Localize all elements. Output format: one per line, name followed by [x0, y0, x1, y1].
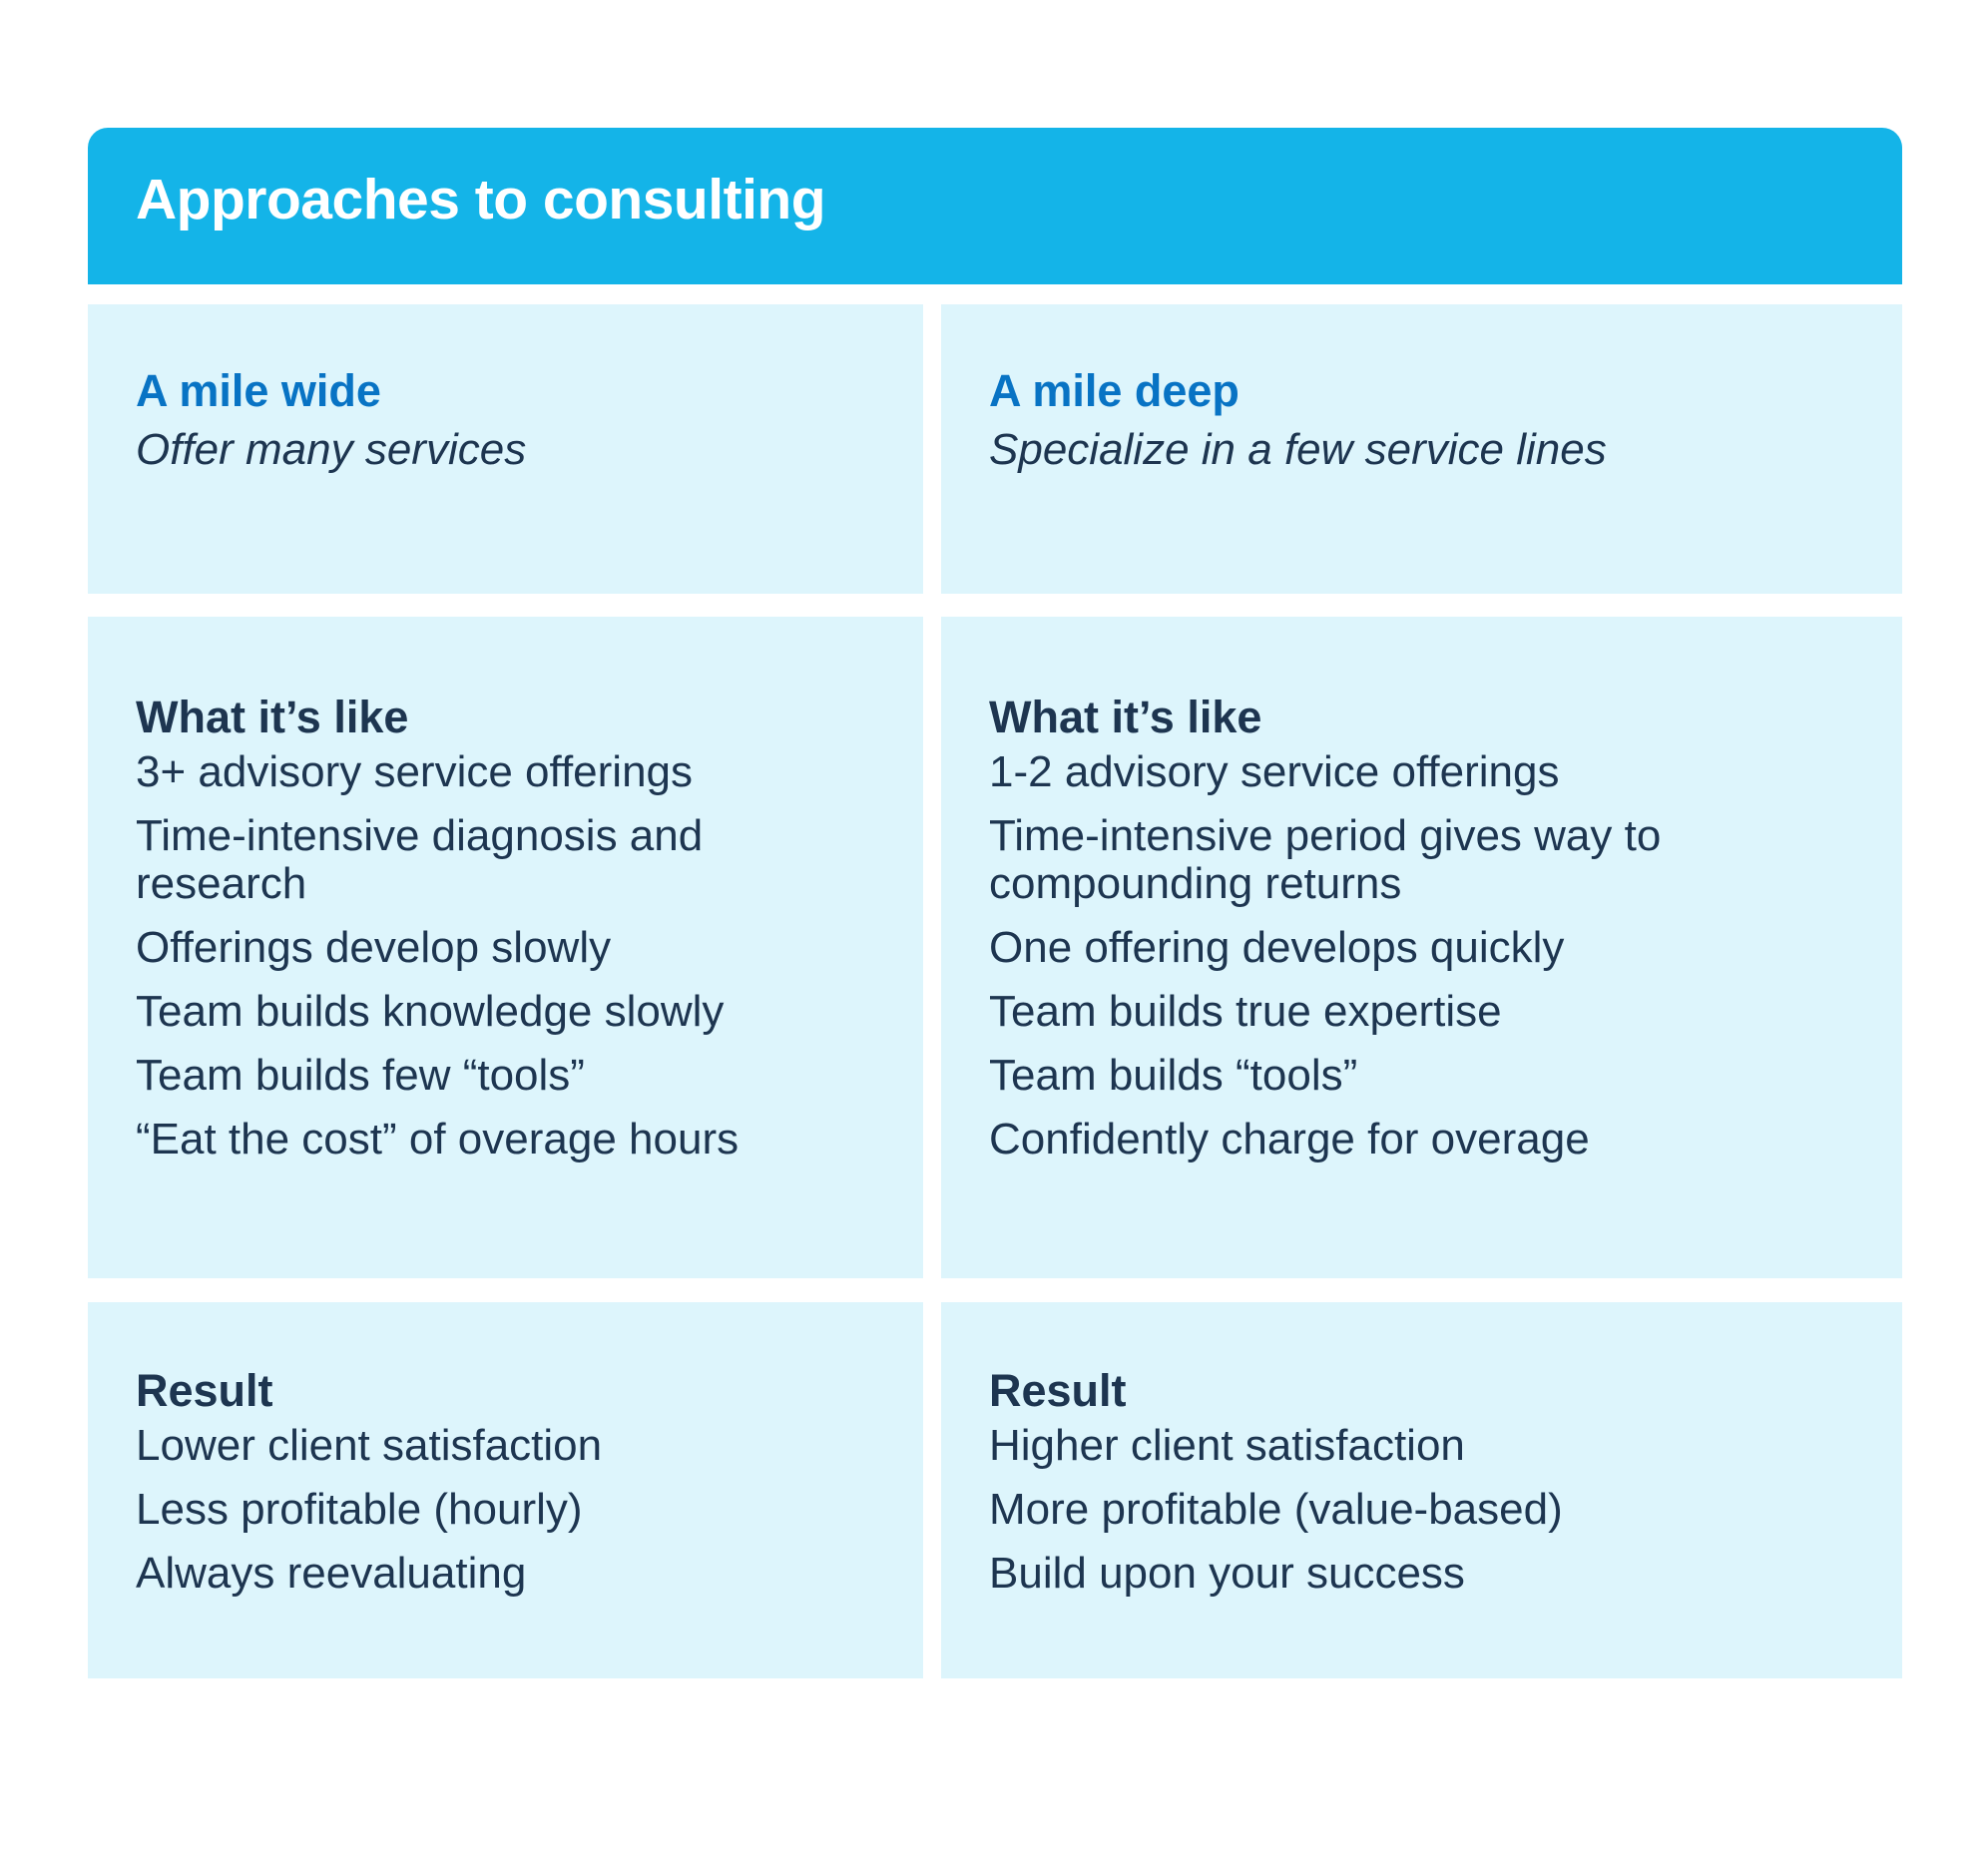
section-title: What it’s like: [136, 692, 409, 742]
list-item: Always reevaluating: [136, 1549, 527, 1598]
item-list: [989, 1422, 1862, 1598]
section-title: Result: [989, 1365, 1127, 1416]
list-item: Lower client satisfaction: [136, 1421, 603, 1470]
list-item: Build upon your success: [989, 1549, 1465, 1598]
title-banner: [88, 128, 1902, 284]
approach-subtitle: Specialize in a few service lines: [989, 425, 1607, 474]
approach-deep-card: [941, 304, 1902, 594]
list-item: Less profitable (hourly): [136, 1485, 583, 1534]
approach-title: A mile deep: [989, 365, 1240, 416]
section-title: Result: [136, 1365, 273, 1416]
list-item: “Eat the cost” of overage hours: [136, 1115, 740, 1164]
section-title: What it’s like: [989, 692, 1262, 742]
list-item: Team builds true expertise: [989, 987, 1502, 1036]
list-item: 3+ advisory service offerings: [136, 747, 694, 796]
what-its-like-deep: [941, 617, 1902, 1278]
list-item: 1-2 advisory service offerings: [989, 747, 1560, 796]
item-list: [989, 748, 1862, 1164]
result-deep: [941, 1302, 1902, 1678]
list-item: Time-intensive period gives way to compounding returns: [989, 811, 1662, 908]
approach-title: A mile wide: [136, 365, 381, 416]
list-item: Team builds knowledge slowly: [136, 987, 725, 1036]
approach-wide-card: [88, 304, 923, 594]
item-list: [136, 748, 883, 1164]
item-list: [136, 1422, 883, 1598]
list-item: Confidently charge for overage: [989, 1115, 1590, 1164]
list-item: Offerings develop slowly: [136, 923, 612, 972]
list-item: More profitable (value-based): [989, 1485, 1563, 1534]
list-item: Time-intensive diagnosis and research: [136, 811, 704, 908]
page-title: Approaches to consulting: [136, 168, 826, 232]
approach-subtitle: Offer many services: [136, 425, 527, 474]
list-item: Team builds “tools”: [989, 1051, 1358, 1100]
list-item: Higher client satisfaction: [989, 1421, 1465, 1470]
list-item: Team builds few “tools”: [136, 1051, 585, 1100]
what-its-like-wide: [88, 617, 923, 1278]
list-item: One offering develops quickly: [989, 923, 1565, 972]
result-wide: [88, 1302, 923, 1678]
